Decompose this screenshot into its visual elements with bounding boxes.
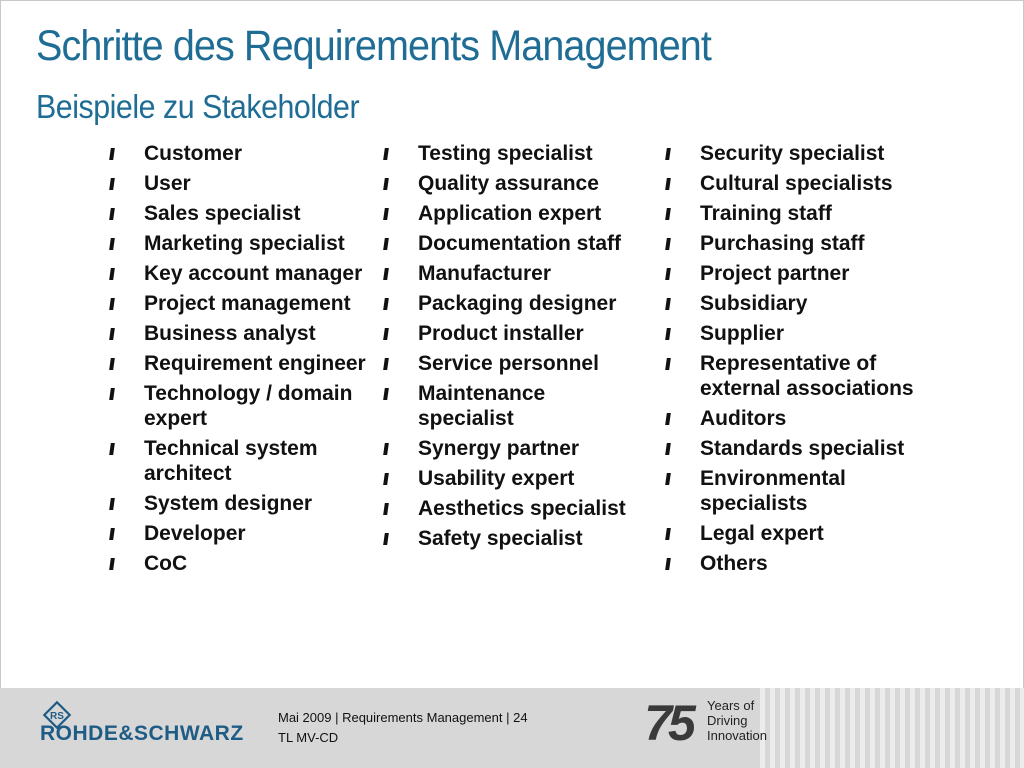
footer-meta: Mai 2009 | Requirements Management | 24: [278, 710, 528, 725]
stakeholder-list-item: [664, 141, 944, 166]
stakeholder-list-item: [108, 201, 370, 226]
bullet-bar-icon: [382, 351, 418, 376]
logo-letters: RS: [50, 711, 64, 722]
slide-title: Schritte des Requirements Management: [36, 22, 711, 70]
bullet-bar-icon: [382, 261, 418, 286]
stakeholder-label: Environmental specialists: [700, 467, 846, 515]
stakeholder-label: CoC: [144, 552, 188, 575]
stakeholder-list-item: [664, 291, 944, 316]
bullet-bar-icon: [108, 436, 144, 461]
bullet-bar-icon: [382, 321, 418, 346]
stakeholder-list-item: [108, 141, 370, 166]
footer-stripes: [760, 688, 1024, 768]
bullet-bar-icon: [664, 321, 700, 346]
stakeholder-label: Others: [700, 552, 768, 575]
stakeholder-list-item: [664, 201, 944, 226]
stakeholder-label: Standards specialist: [700, 437, 905, 460]
bullet-bar-icon: [382, 526, 418, 551]
bullet-bar-icon: [664, 171, 700, 196]
bullet-bar-icon: [382, 436, 418, 461]
footer-department: TL MV-CD: [278, 730, 339, 745]
bullet-bar-icon: [108, 171, 144, 196]
bullet-bar-icon: [664, 436, 700, 461]
bullet-bar-icon: [108, 201, 144, 226]
stakeholder-list-item: [382, 141, 644, 166]
stakeholder-list-item: [108, 521, 370, 546]
stakeholder-list-item: [108, 321, 370, 346]
bullet-bar-icon: [108, 381, 144, 406]
slide-subtitle: Beispiele zu Stakeholder: [36, 88, 360, 125]
stakeholder-label: Customer: [144, 142, 243, 165]
stakeholder-label: Marketing specialist: [144, 232, 345, 255]
stakeholder-label: Requirement engineer: [144, 352, 366, 375]
bullet-bar-icon: [664, 351, 700, 376]
stakeholder-list-item: [382, 291, 644, 316]
stakeholder-label: Product installer: [418, 322, 584, 345]
stakeholder-list-item: [108, 171, 370, 196]
stakeholder-list-item: [382, 351, 644, 376]
stakeholder-list-item: [664, 351, 944, 401]
stakeholder-list-item: [382, 466, 644, 491]
company-wordmark: ROHDE&SCHWARZ: [40, 722, 244, 745]
bullet-bar-icon: [108, 521, 144, 546]
stakeholder-list-item: [108, 381, 370, 431]
stakeholder-label: Cultural specialists: [700, 172, 893, 195]
bullet-bar-icon: [382, 171, 418, 196]
stakeholder-list-item: [382, 201, 644, 226]
bullet-bar-icon: [664, 141, 700, 166]
stakeholder-list-item: [664, 406, 944, 431]
stakeholder-label: Project partner: [700, 262, 850, 285]
stakeholder-label: Developer: [144, 522, 246, 545]
stakeholder-column-1: [108, 141, 370, 581]
stakeholder-list-item: [108, 231, 370, 256]
bullet-bar-icon: [664, 551, 700, 576]
bullet-bar-icon: [664, 521, 700, 546]
bullet-bar-icon: [108, 291, 144, 316]
stakeholder-list-item: [664, 551, 944, 576]
stakeholder-label: Synergy partner: [418, 437, 580, 460]
anniversary-line-3: Innovation: [707, 728, 767, 743]
stakeholder-list-item: [382, 526, 644, 551]
bullet-bar-icon: [664, 201, 700, 226]
anniversary-line-1: Years of: [707, 698, 755, 713]
stakeholder-label: Supplier: [700, 322, 785, 345]
bullet-bar-icon: [664, 466, 700, 491]
stakeholder-list-item: [664, 261, 944, 286]
stakeholder-list-item: [664, 321, 944, 346]
bullet-bar-icon: [382, 381, 418, 406]
stakeholder-label: Application expert: [418, 202, 602, 225]
bullet-bar-icon: [382, 201, 418, 226]
bullet-bar-icon: [108, 141, 144, 166]
stakeholder-label: Key account manager: [144, 262, 363, 285]
stakeholder-column-2: [382, 141, 644, 556]
stakeholder-list-item: [108, 351, 370, 376]
bullet-bar-icon: [664, 231, 700, 256]
stakeholder-label: Testing specialist: [418, 142, 593, 165]
stakeholder-label: Manufacturer: [418, 262, 552, 285]
stakeholder-label: Aesthetics specialist: [418, 497, 626, 520]
stakeholder-label: Documentation staff: [418, 232, 622, 255]
bullet-bar-icon: [108, 261, 144, 286]
stakeholder-label: User: [144, 172, 191, 195]
stakeholder-label: Representative of external associations: [700, 352, 914, 400]
anniversary-line-2: Driving: [707, 713, 748, 728]
stakeholder-label: Auditors: [700, 407, 787, 430]
stakeholder-label: Subsidiary: [700, 292, 808, 315]
stakeholder-list-item: [382, 436, 644, 461]
stakeholder-list-item: [664, 521, 944, 546]
stakeholder-list-item: [382, 381, 644, 431]
stakeholder-list-item: [382, 321, 644, 346]
stakeholder-label: Legal expert: [700, 522, 824, 545]
bullet-bar-icon: [382, 291, 418, 316]
bullet-bar-icon: [664, 406, 700, 431]
stakeholder-label: Security specialist: [700, 142, 885, 165]
anniversary-number: 75: [644, 700, 692, 744]
bullet-bar-icon: [108, 321, 144, 346]
stakeholder-list-item: [382, 171, 644, 196]
stakeholder-label: Safety specialist: [418, 527, 583, 550]
bullet-bar-icon: [382, 496, 418, 521]
stakeholder-label: Service personnel: [418, 352, 599, 375]
stakeholder-label: Sales specialist: [144, 202, 301, 225]
stakeholder-column-3: [664, 141, 944, 581]
stakeholder-list-item: [664, 171, 944, 196]
anniversary-text: [707, 698, 767, 743]
bullet-bar-icon: [382, 466, 418, 491]
stakeholder-list-item: [382, 496, 644, 521]
75-years-anniversary-icon: [632, 700, 704, 744]
stakeholder-label: Training staff: [700, 202, 832, 225]
bullet-bar-icon: [108, 551, 144, 576]
stakeholder-list-item: [382, 231, 644, 256]
stakeholder-list-item: [108, 291, 370, 316]
bullet-bar-icon: [108, 351, 144, 376]
stakeholder-label: Purchasing staff: [700, 232, 865, 255]
stakeholder-label: Business analyst: [144, 322, 316, 345]
bullet-bar-icon: [664, 261, 700, 286]
stakeholder-label: Technical system architect: [144, 437, 318, 485]
bullet-bar-icon: [382, 141, 418, 166]
stakeholder-list-item: [108, 491, 370, 516]
bullet-bar-icon: [382, 231, 418, 256]
bullet-bar-icon: [108, 231, 144, 256]
stakeholder-label: System designer: [144, 492, 313, 515]
stakeholder-label: Quality assurance: [418, 172, 599, 195]
stakeholder-list-item: [664, 231, 944, 256]
stakeholder-label: Usability expert: [418, 467, 575, 490]
bullet-bar-icon: [108, 491, 144, 516]
stakeholder-list-item: [382, 261, 644, 286]
stakeholder-label: Packaging designer: [418, 292, 617, 315]
bullet-bar-icon: [664, 291, 700, 316]
stakeholder-label: Project management: [144, 292, 351, 315]
stakeholder-list-item: [664, 436, 944, 461]
stakeholder-list-item: [664, 466, 944, 516]
stakeholder-label: Maintenance specialist: [418, 382, 546, 430]
stakeholder-label: Technology / domain expert: [144, 382, 353, 430]
stakeholder-list-item: [108, 436, 370, 486]
stakeholder-list-item: [108, 261, 370, 286]
stakeholder-list-item: [108, 551, 370, 576]
